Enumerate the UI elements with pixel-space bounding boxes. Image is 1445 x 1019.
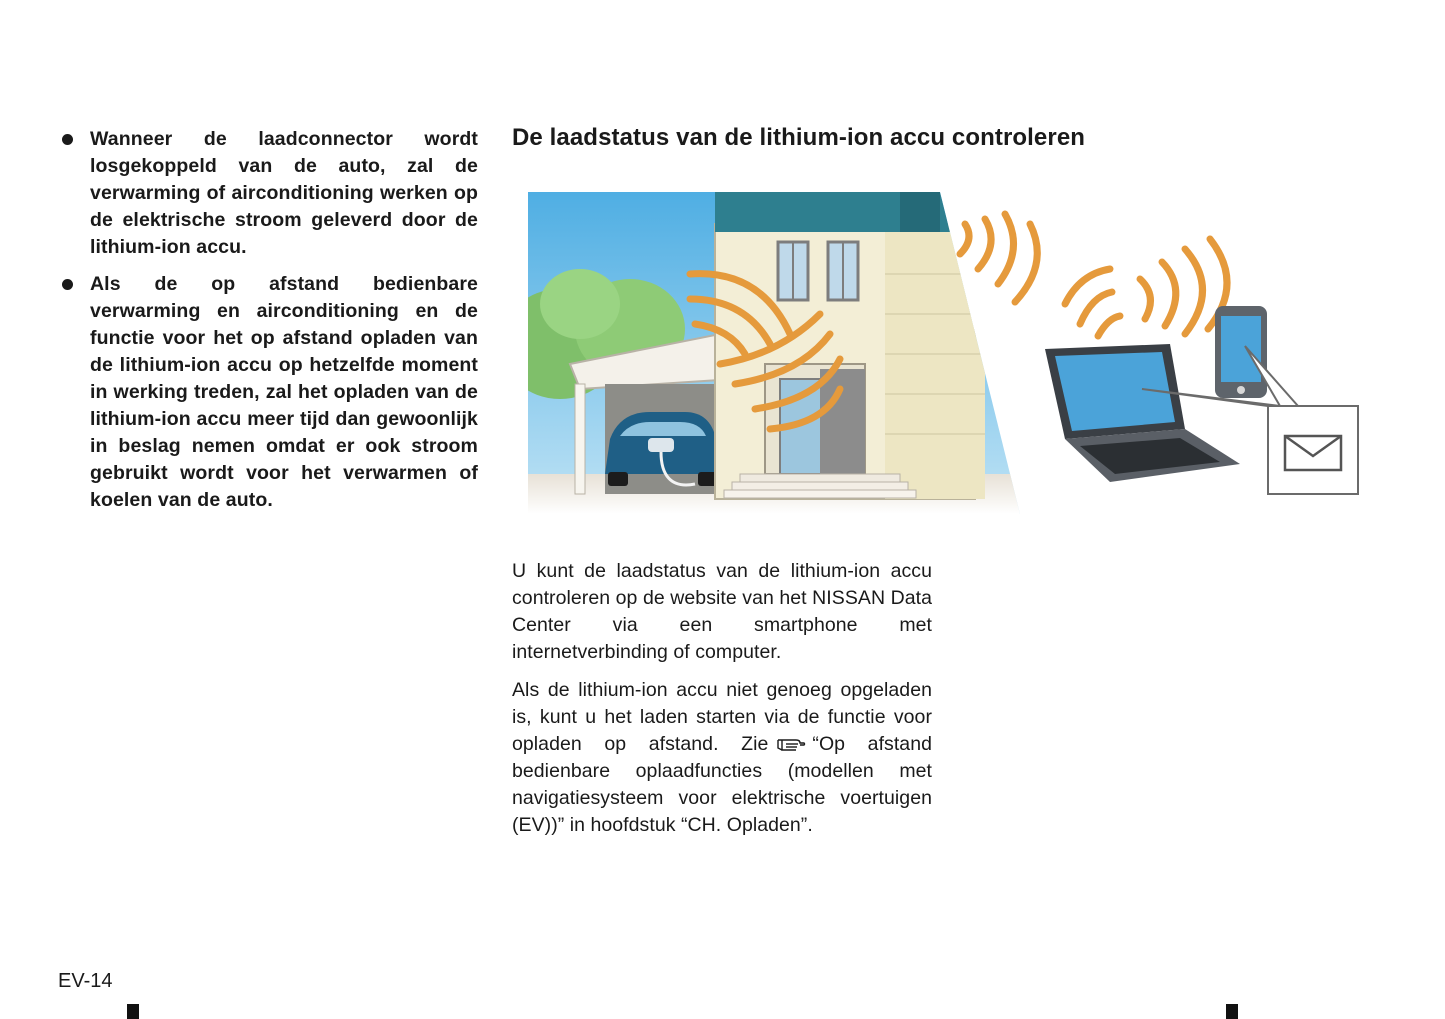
remote-charge-text: Als de lithium-ion accu niet genoeg opgeladen is, kunt u het laden starten via de functie voor opladen op afstand. Zie (512, 679, 932, 755)
bullet-dot-icon (62, 134, 73, 145)
smartphone-icon (1215, 306, 1267, 398)
reference-pointer-icon (776, 736, 806, 753)
bullet-item (58, 126, 478, 261)
remote-charge-status-illustration (520, 184, 1370, 529)
remote-charge-paragraph (512, 677, 932, 839)
bullet-item (58, 271, 478, 514)
section-title: De laadstatus van de lithium-ion accu controleren (512, 124, 1086, 151)
crop-mark-right (1226, 1004, 1238, 1019)
bullet-text: Wanneer de laadconnector wordt losgekoppeld van de auto, zal de verwarming of airconditioning werken op de elektrische stroom geleverd door de lithium-ion accu. (90, 128, 478, 258)
bullet-dot-icon (62, 279, 73, 290)
house-scene (520, 192, 1028, 514)
left-column (58, 126, 478, 524)
reference-text: “Op afstand bedienbare oplaadfuncties (modellen met navigatiesysteem voor elektrische voertuigen (EV))” in hoofdstuk “CH. Opladen”. (512, 733, 932, 836)
laptop-icon (1045, 344, 1240, 482)
section-body (512, 558, 932, 850)
status-check-paragraph: U kunt de laadstatus van de lithium-ion accu controleren op de website van het NISSAN Data Center via een smartphone met internetverbinding of computer. (512, 560, 932, 663)
page-number: EV-14 (58, 970, 113, 992)
bullet-text: Als de op afstand bedienbare verwarming en airconditioning en de functie voor het op afstand opladen van de lithium-ion accu op hetzelfde moment in werking treden, zal het opladen van de lithium-ion accu meer tijd dan gewoonlijk in beslag nemen omdat er ook stroom gebruikt wordt voor het verwarmen of koelen van de auto. (90, 273, 478, 511)
crop-mark-left (127, 1004, 139, 1019)
